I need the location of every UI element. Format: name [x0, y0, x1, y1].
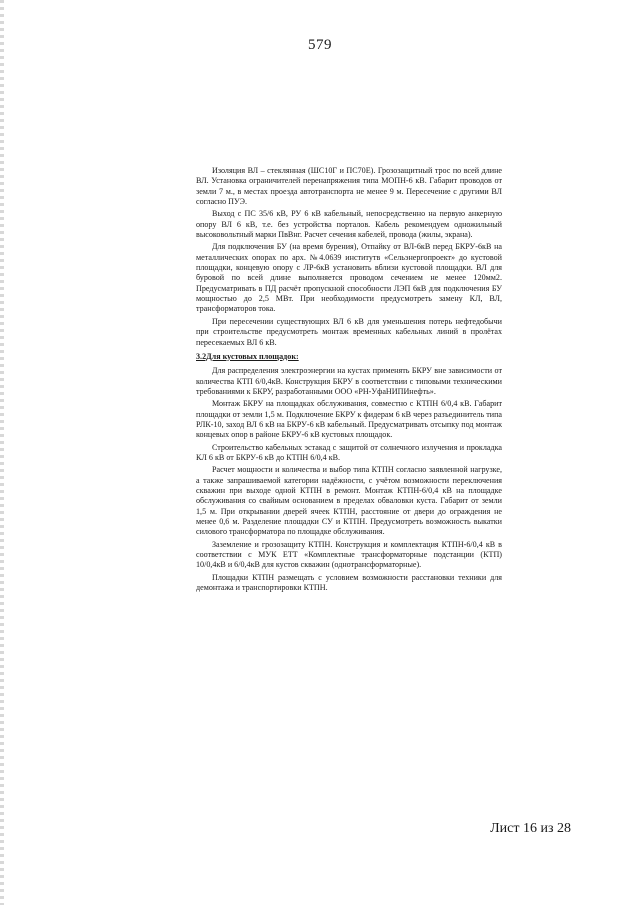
section-heading: 3.2Для кустовых площадок: — [196, 351, 299, 361]
paragraph-cable-racks: Строительство кабельных эстакад с защитой от солнечного излучения и прокладка КЛ 6 кВ от БКРУ-6 кВ до КТПН 6/0,4 кВ. — [196, 442, 502, 462]
paragraph-bkru-distribution: Для распределения электроэнергии на кустах применять БКРУ вне зависимости от количества КТП 6/0,4кВ. Конструкция БКРУ в соответствии с типовыми техническими требованиями к БКРУ, разработанными ООО «РН-УфаНИПИнефть». — [196, 366, 502, 396]
sheet-label: Лист 16 из 28 — [490, 821, 571, 836]
paragraph-ktpn-calculation: Расчет мощности и количества и выбор типа КТПН согласно заявленной нагрузке, а также запрашиваемой категории надёжности, с учётом возможности переключения скважин при выходе одной КТПН в ремонт. Монтаж КТПН-6/0,4 кВ на площадке обслуживания со свайным основанием в пределах обваловки куста. Габарит от земли 1,5 м. При открывании дверей ячеек КТПН, расстояние от двери до ограждения не менее 0,6 м. Разделение площадки СУ и КТПН. Предусмотреть возможность выкатки силового трансформатора по площадке обслуживания. — [196, 465, 502, 537]
paragraph-bkru-mounting: Монтаж БКРУ на площадках обслуживания, совместно с КТПН 6/0,4 кВ. Габарит площадки от земли 1,5 м. Подключение БКРУ к фидерам 6 кВ через разъединитель типа РЛК-10, заход ВЛ 6 кВ на БКРУ-6 кВ кабельный. Предусматривать отсыпку под монтаж концевых опор в районе БКРУ-6 кВ кустовых площадок. — [196, 399, 502, 440]
paragraph-grounding: Заземление и грозозащиту КТПН. Конструкция и комплектация КТПН-6/0,4 кВ в соответствии с МУК ЕТТ «Комплектные трансформаторные подстанции (КТП) 10/0,4кВ и 6/0,4кВ для кустов скважин (однотрансформаторные). — [196, 539, 502, 570]
paragraph-insulation: Изоляция ВЛ – стеклянная (ШС10Г и ПС70Е). Грозозащитный трос по всей длине ВЛ. Установка ограничителей перенапряжения типа МОПН-6 кВ. Габарит проводов от земли 7 м., в местах проезда автотранспорта не менее 9 м. Пересечение с другими ВЛ согласно ПУЭ. — [196, 166, 502, 207]
page-number: 579 — [308, 37, 332, 53]
document-body — [196, 166, 502, 593]
scan-edge — [0, 0, 4, 905]
paragraph-drilling-connection: Для подключения БУ (на время бурения), Отпайку от ВЛ-6кВ перед БКРУ-6кВ на металлических опорах по арх. №4.0639 институтв «Сельэнергопроект» до кустовой площадки, концевую опору с ЛР-6кВ установить вблизи кустовой площадки. ВЛ для буровой по всей длине выполняется проводом сечением не менее 120мм2. Предусматривать в ПД расчёт пропускной способности ЛЭП 6кВ для подключения БУ мощностью до 2,5 МВт. При необходимости предусмотреть замену КЛ, ВЛ, трансформаторов тока. — [196, 242, 502, 314]
paragraph-substation-exit: Выход с ПС 35/6 кВ, РУ 6 кВ кабельный, непосредственно на первую анкерную опору ВЛ 6 кВ, т.е. без устройства порталов. Кабель рекомендуем одножильный высоковольтный марки ПвВнг. Расчет сечения кабелей, провода (жилы, экрана). — [196, 209, 502, 240]
paragraph-line-crossing: При пересечении существующих ВЛ 6 кВ для уменьшения потерь нефтедобычи при строительстве предусмотреть монтаж временных кабельных линий в пролётах пересекаемых ВЛ 6 кВ. — [196, 316, 502, 347]
paragraph-ktpn-placement: Площадки КТПН размещать с условием возможности расстановки техники для демонтажа и транспортировки КТПН. — [196, 572, 502, 593]
